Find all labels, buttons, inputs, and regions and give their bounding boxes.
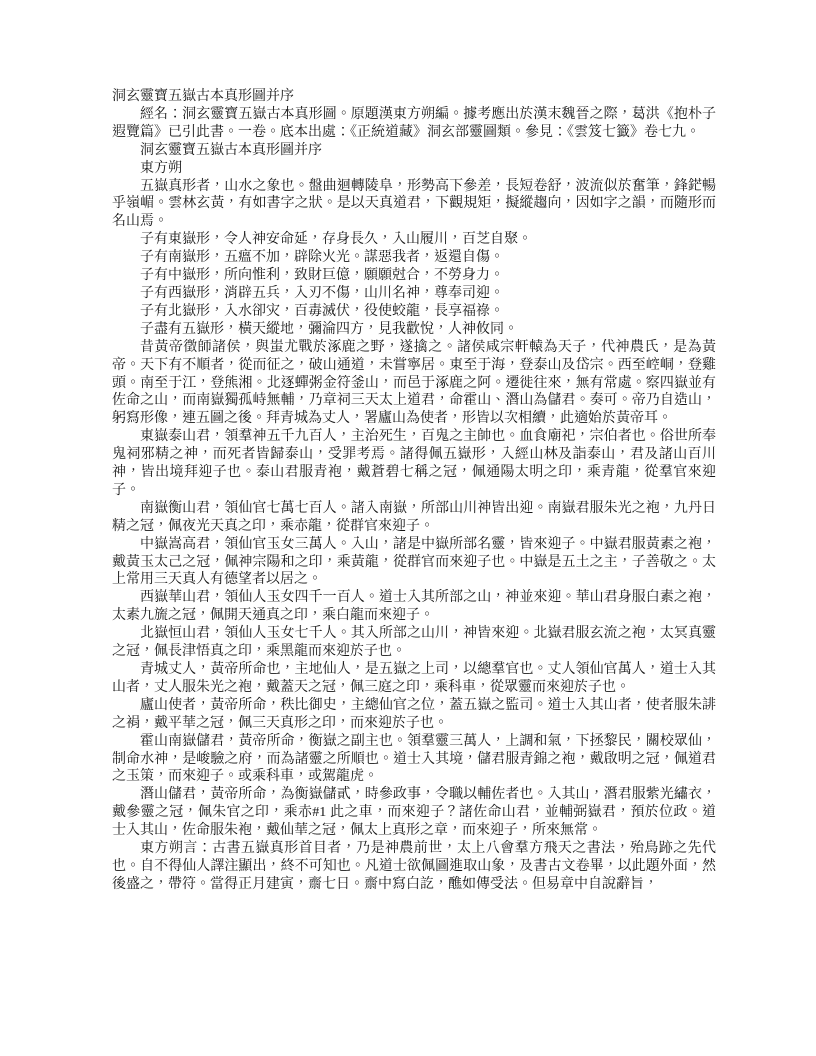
paragraph: 北嶽恒山君，領仙人玉女七千人。其入所部之山川，神皆來迎。北嶽君服玄流之袍，太冥真靈之冠，佩長津悟真之印，乘黑龍而來迎於子也。 [112, 626, 716, 660]
paragraph: 子有南嶽形，五瘟不加，辟除火光。謀惡我者，返還自傷。 [140, 250, 504, 266]
paragraph: 霍山南嶽儲君，黃帝所命，衡嶽之副主也。領羣靈三萬人，上調和氣，下拯黎民，關校眾仙，制命水神，是峻驗之府，而為諸靈之所順也。道士入其境，儲君服青錦之袍，戴啟明之冠，佩道君之玉策，而來迎子。或乘科車，或駕龍虎。 [112, 733, 716, 785]
paragraph: 子有北嶽形，入水卻灾，百毒滅伏，役使蛟龍，長享福祿。 [140, 303, 504, 319]
paragraph: 昔黃帝徵師諸侯，與蚩尤戰於涿鹿之野，遂擒之。諸侯咸宗軒轅為天子，代神農氏，是為黃帝。天下有不順者，從而征之，破山通道，未嘗寧居。東至于海，登泰山及岱宗。西至崆峒，登雞頭。南至于江，登熊湘。北逐蟬粥金符釜山，而邑于涿鹿之阿。遷徙往來，無有常處。察四嶽並有佐命之山，而南嶽獨孤峙無輔，乃章祠三天太上道君，命霍山、潛山為儲君。奏可。帝乃自造山，躬寫形像，連五圖之後。拜青城為丈人，署廬山為使者，形皆以次相續，此適始於黃帝耳。 [112, 339, 716, 427]
paragraph: 中嶽嵩高君，領仙官玉女三萬人。入山，諸是中嶽所部名靈，皆來迎子。中嶽君服黃素之袍，戴黃玉太己之冠，佩神宗陽和之印，乘黃龍，從群官而來迎子也。中嶽是五土之主，子善敬之。太上常用三天真人有德望者以居之。 [112, 536, 716, 588]
paragraph: 南嶽衡山君，領仙官七萬七百人。諸入南嶽，所部山川神皆出迎。南嶽君服朱光之袍，九丹日精之冠，佩夜光天真之印，乘赤龍，從群官來迎子。 [112, 500, 716, 534]
paragraph: 廬山使者，黃帝所命，秩比御史，主總仙官之位，蓋五嶽之監司。道士入其山者，使者服朱誹之裐，戴平華之冠，佩三天真形之印，而來迎於子也。 [112, 697, 716, 731]
paragraph: 潛山儲君，黃帝所命，為衡嶽儲貳，時參政事，令職以輔佐者也。入其山，潛君服紫光繡衣，戴參靈之冠，佩朱官之印，乘赤#1 此之車，而來迎子？諸佐命山君，並輔弼嶽君，預於位政。道士入其山，佐命服朱袍，戴仙華之冠，佩太上真形之章，而來迎子，所來無常。 [112, 787, 716, 839]
document-body [112, 88, 716, 894]
paragraph: 子有東嶽形，令人神安命延，存身長久，入山履川，百芝自聚。 [140, 232, 532, 248]
bibliographic-note: 經名：洞玄靈寶五嶽古本真形圖。原題漢東方朔編。據考應出於漢末魏晉之際，葛洪《抱朴子遐覽篇》已引此書。一卷。底本出處：《正統道藏》洞玄部靈圖類。參見：《雲笈七籤》卷七九。 [112, 106, 716, 140]
paragraph: 子有西嶽形，消辟五兵，入刃不傷，山川名神，尊奉司迎。 [140, 285, 504, 301]
paragraph: 西嶽華山君，領仙人玉女四千一百人。道士入其所部之山，神並來迎。華山君身服白素之袍，太素九旒之冠，佩開天通真之印，乘白龍而來迎子。 [112, 590, 716, 624]
inner-title: 洞玄靈寶五嶽古本真形圖并序 [140, 142, 322, 158]
paragraph: 五嶽真形者，山水之象也。盤曲迴轉陵阜，形勢高下參差，長短卷舒，波流似於奮筆，鋒鋩暢乎嶺嵋。雲林玄黃，有如書字之狀。是以天真道君，下觀規矩，擬縱趨向，因如字之韻，而隨形而名山焉。 [112, 178, 716, 230]
paragraph: 子有中嶽形，所向惟利，致財巨億，願願尅合，不勞身力。 [140, 268, 504, 284]
author-line: 東方朔 [140, 160, 182, 176]
paragraph: 青城丈人，黃帝所命也，主地仙人，是五嶽之上司，以總羣官也。丈人領仙官萬人，道士入其山者，丈人服朱光之袍，戴蓋天之冠，佩三庭之印，乘科車，從眾靈而來迎於子也。 [112, 662, 716, 695]
paragraph: 子盡有五嶽形，橫天縱地，彌淪四方，見我歡悅，人神攸同。 [140, 321, 518, 337]
paragraph: 東方朔言：古書五嶽真形首目者，乃是神農前世，太上八會羣方飛天之書法，殆鳥跡之先代也。自不得仙人譯注顯出，終不可知也。凡道士欲佩圖進取山象，及書古文卷畢，以此題外面，然後盛之，帶符。當得正月建寅，齋七日。齋中寫白訖，醮如傳受法。但易章中自說辭旨， [112, 841, 716, 892]
paragraph: 東嶽泰山君，領羣神五千九百人，主治死生，百鬼之主帥也。血食廟祀，宗伯者也。俗世所奉鬼祠邪精之神，而死者皆歸泰山，受罪考焉。諸得佩五嶽形，入經山林及詣泰山，君及諸山百川神，皆出境拜迎子也。泰山君服青袍，戴蒼碧七稱之冠，佩通陽太明之印，乘青龍，從羣官來迎子。 [112, 429, 716, 498]
document-title: 洞玄靈寶五嶽古本真形圖并序 [112, 89, 294, 104]
